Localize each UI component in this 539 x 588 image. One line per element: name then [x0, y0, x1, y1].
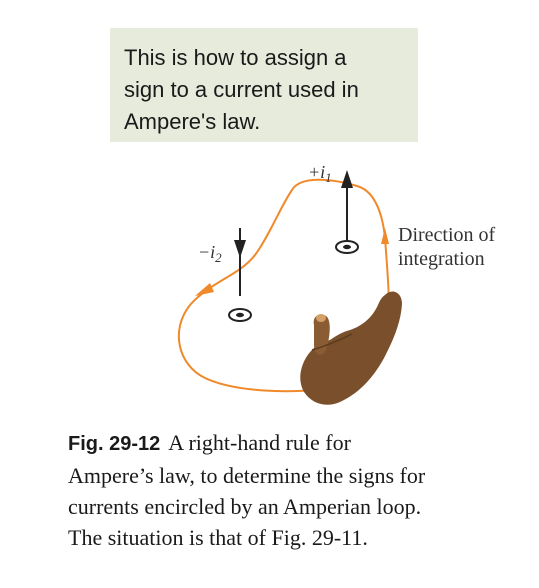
wire-2-arrow-down-icon — [234, 240, 246, 258]
wire-1-arrow-up-icon — [341, 170, 353, 188]
caption-line-1 — [68, 427, 528, 460]
direction-label-line-2: integration — [398, 248, 485, 270]
loop-arrow-left — [195, 283, 214, 296]
caption-line-2: Ampere’s law, to determine the signs for — [68, 463, 426, 488]
figure-caption — [68, 427, 528, 553]
right-hand-icon — [300, 292, 402, 405]
caption-line-3: currents encircled by an Amperian loop. — [68, 494, 422, 519]
loop-arrow-right — [381, 228, 389, 244]
figure-number: Fig. 29-12 — [68, 433, 161, 455]
wire-1-dot-center — [343, 245, 351, 249]
callout-line-3: Ampere's law. — [124, 109, 261, 134]
callout-line-2: sign to a current used in — [124, 77, 359, 102]
direction-label-line-1: Direction of — [398, 224, 496, 246]
callout-line-1: This is how to assign a — [124, 45, 347, 70]
caption-line-4: The situation is that of Fig. 29-11. — [68, 525, 368, 550]
caption-text-1: A right-hand rule for — [168, 430, 351, 455]
current-1-label: $+i_1$ — [308, 162, 332, 185]
current-2-label: $-i_2$ — [198, 242, 222, 265]
wire-2-dot-center — [236, 313, 244, 317]
